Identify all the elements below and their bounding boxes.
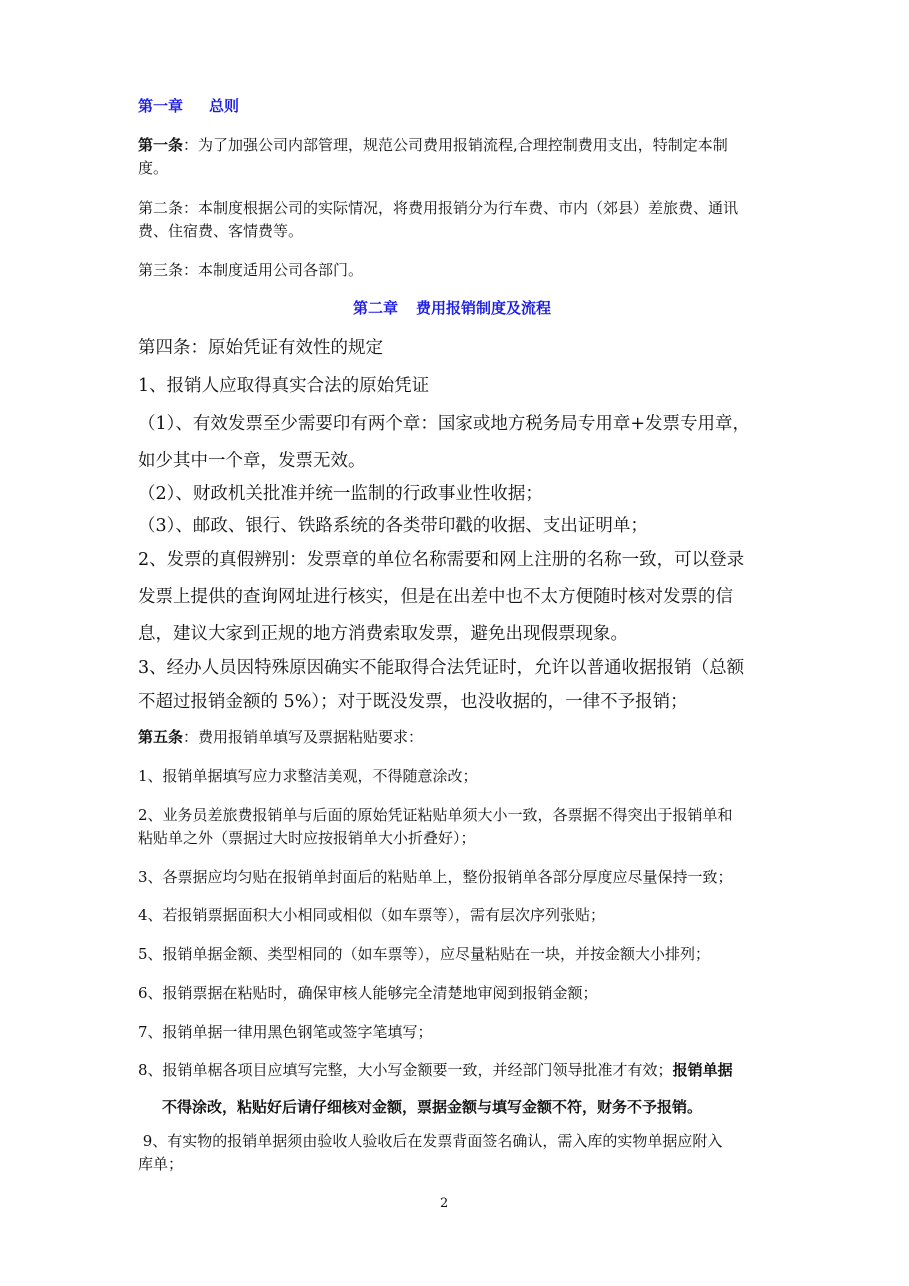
article-5-item-9-line2: 库单； xyxy=(138,1155,184,1173)
article-4-item-2-line1: 2、发票的真假辨别：发票章的单位名称需要和网上注册的名称一致，可以登录 xyxy=(138,550,745,570)
article-1 xyxy=(138,134,778,156)
article-4-item-1a-line2: 如少其中一个章，发票无效。 xyxy=(138,451,366,471)
article-4-item-1c: （3）、邮政、银行、铁路系统的各类带印戳的收据、支出证明单； xyxy=(138,516,648,536)
article-5-item-8-line2: 不得涂改，粘贴好后请仔细核对金额，票据金额与填写金额不符，财务不予报销。 xyxy=(162,1098,703,1116)
article-5-item-9-line1: 9、有实物的报销单据须由验收人验收后在发票背面签名确认，需入库的实物单据应附入 xyxy=(138,1132,723,1150)
article-5-item-8-emphasis: 报销单据 xyxy=(672,1061,733,1079)
article-4-item-1b: （2）、财政机关批准并统一监制的行政事业性收据； xyxy=(138,484,543,504)
chapter1-title: 总则 xyxy=(209,97,240,115)
article-1-label: 第一条 xyxy=(138,136,184,154)
article-4-item-2-line3: 息，建议大家到正规的地方消费索取发票，避免出现假票现象。 xyxy=(138,624,628,644)
article-5-item-3: 3、各票据应均匀贴在报销单封面后的粘贴单上，整份报销单各部分厚度应尽量保持一致； xyxy=(138,868,733,886)
article-5-item-5: 5、报销单据金额、类型相同的（如车票等），应尽量粘贴在一块，并按金额大小排列； xyxy=(138,945,711,963)
article-5-item-8 xyxy=(138,1059,798,1081)
article-5-title-text: ：费用报销单填写及票据粘贴要求： xyxy=(183,728,424,746)
article-5-title xyxy=(138,726,778,748)
chapter2-heading xyxy=(353,297,653,319)
chapter2-number: 第二章 xyxy=(353,299,399,317)
chapter1-heading xyxy=(138,95,778,117)
article-1-text: ：为了加强公司内部管理，规范公司费用报销流程,合理控制费用支出，特制定本制 xyxy=(183,136,728,154)
article-2-line1: 第二条：本制度根据公司的实际情况，将费用报销分为行车费、市内（郊县）差旅费、通讯 xyxy=(138,199,739,217)
article-4-item-3-line2: 不超过报销金额的 5%）；对于既没发票，也没收据的，一律不予报销； xyxy=(138,692,688,712)
article-5-item-7: 7、报销单据一律用黑色钢笔或签字笔填写； xyxy=(138,1023,433,1041)
page-number: 2 xyxy=(440,1196,449,1211)
article-5-item-8-text: 8、报销单椐各项目应填写完整，大小写金额要一致，并经部门领导批准才有效； xyxy=(138,1061,673,1079)
article-5-item-1: 1、报销单据填写应力求整洁美观，不得随意涂改； xyxy=(138,767,478,785)
article-5-label: 第五条 xyxy=(138,728,184,746)
article-2-line2: 费、住宿费、客情费等。 xyxy=(138,222,304,240)
article-5-item-6: 6、报销票据在粘贴时，确保审核人能够完全清楚地审阅到报销金额； xyxy=(138,984,598,1002)
article-4-item-2-line2: 发票上提供的查询网址进行核实，但是在出差中也不太方便随时核对发票的信 xyxy=(138,587,733,607)
chapter1-number: 第一章 xyxy=(138,97,184,115)
article-4-item-3-line1: 3、经办人员因特殊原因确实不能取得合法凭证时，允许以普通收据报销（总额 xyxy=(138,658,745,678)
article-5-item-2-line1: 2、业务员差旅费报销单与后面的原始凭证粘贴单须大小一致，各票据不得突出于报销单和 xyxy=(138,806,733,824)
article-4-item-1a-line1: （1）、有效发票至少需要印有两个章：国家或地方税务局专用章+发票专用章， xyxy=(138,414,751,434)
article-1-continued: 度。 xyxy=(138,159,169,177)
article-4-title: 第四条：原始凭证有效性的规定 xyxy=(138,338,383,358)
article-4-item-1: 1、报销人应取得真实合法的原始凭证 xyxy=(138,376,430,396)
article-3: 第三条：本制度适用公司各部门。 xyxy=(138,261,364,279)
chapter2-title: 费用报销制度及流程 xyxy=(416,299,552,317)
article-5-item-2-line2: 粘贴单之外（票据过大时应按报销单大小折叠好）； xyxy=(138,829,476,847)
article-5-item-4: 4、若报销票据面积大小相同或相似（如车票等），需有层次序列张贴； xyxy=(138,906,606,924)
